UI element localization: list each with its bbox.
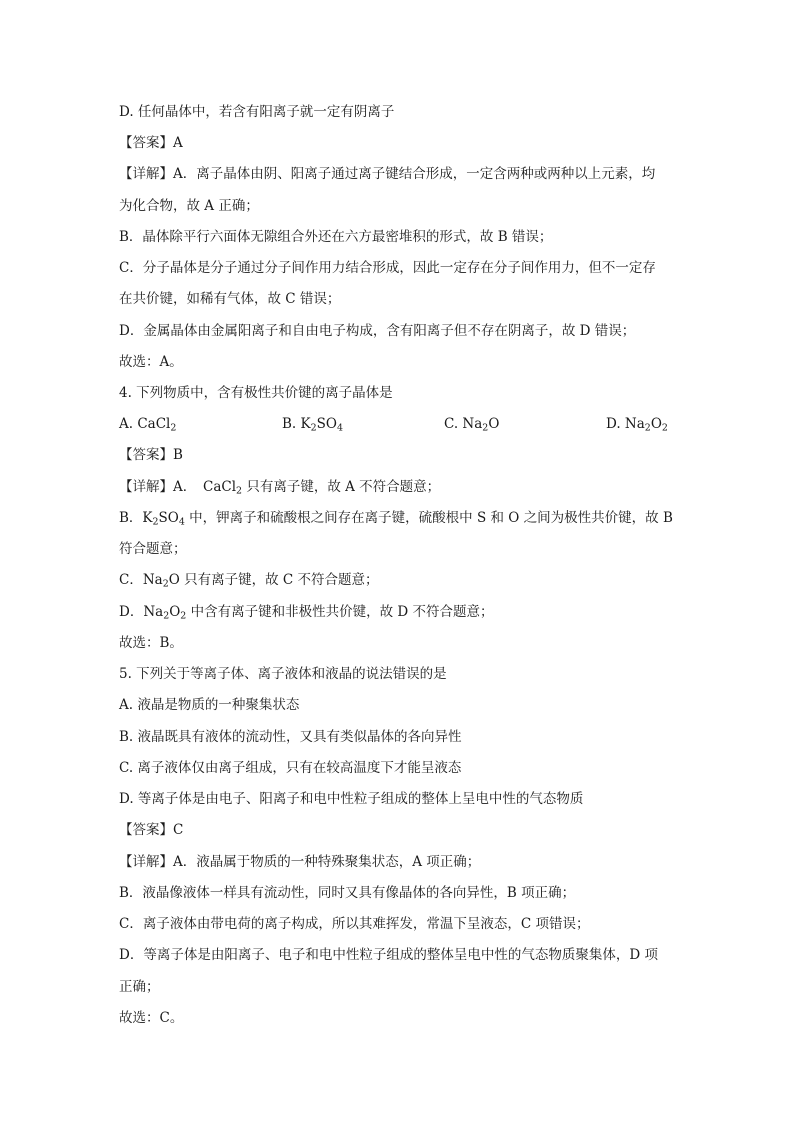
q5-option-c: C. 离子液体仅由离子组成，只有在较高温度下才能呈液态 xyxy=(119,760,462,776)
q4-option-c: C. $Na_2O$ xyxy=(444,416,500,434)
q3-explanation-a-line1: 【详解】A．离子晶体由阴、阳离子通过离子键结合形成，一定含两种或两种以上元素，均 xyxy=(119,166,656,182)
q4-choice: 故选：B。 xyxy=(119,635,183,651)
q4-option-a: A. CaCl$_2$ xyxy=(119,416,177,434)
q5-explanation-d-line2: 正确； xyxy=(119,979,160,995)
q4-explanation-d: D．$Na_2O_2$ 中含有离子键和非极性共价键，故 D 不符合题意； xyxy=(119,604,494,622)
q5-option-b: B. 液晶既具有液体的流动性，又具有类似晶体的各向异性 xyxy=(119,729,462,745)
q5-explanation-b: B．液晶像液体一样具有流动性，同时又具有像晶体的各向异性，B 项正确； xyxy=(119,885,576,901)
q5-answer: 【答案】C xyxy=(119,822,184,838)
q4-explanation-b-line2: 符合题意； xyxy=(119,541,187,557)
q3-explanation-d: D．金属晶体由金属阳离子和自由电子构成，含有阳离子但不存在阴离子，故 D 错误； xyxy=(119,323,636,339)
q5-explanation-c: C．离子液体由带电荷的离子构成，所以其难挥发，常温下呈液态，C 项错误； xyxy=(119,916,590,932)
q3-explanation-c-line2: 在共价键，如稀有气体，故 C 错误； xyxy=(119,291,341,307)
q5-explanation-a: 【详解】A．液晶属于物质的一种特殊聚集状态，A 项正确； xyxy=(119,854,481,870)
q4-option-b: B. $K_2SO_4$ xyxy=(282,416,343,434)
q5-stem: 5. 下列关于等离子体、离子液体和液晶的说法错误的是 xyxy=(119,666,447,682)
q4-explanation-b-line1: B．$K_2SO_4$ 中，钾离子和硫酸根之间存在离子键，硫酸根中 S 和 O 之间为极性共价键，故 B xyxy=(119,510,673,528)
q3-answer: 【答案】A xyxy=(119,135,183,151)
q5-choice: 故选：C。 xyxy=(119,1010,184,1026)
q4-answer: 【答案】B xyxy=(119,447,183,463)
q4-option-d: D. $Na_2O_2$ xyxy=(606,416,668,434)
q5-explanation-d-line1: D．等离子体是由阳离子、电子和电中性粒子组成的整体呈电中性的气态物质聚集体，D 项 xyxy=(119,947,658,963)
q3-explanation-b: B．晶体除平行六面体无隙组合外还在六方最密堆积的形式，故 B 错误； xyxy=(119,229,553,245)
q4-stem: 4. 下列物质中，含有极性共价键的离子晶体是 xyxy=(119,385,393,401)
q3-explanation-c-line1: C．分子晶体是分子通过分子间作用力结合形成，因此一定存在分子间作用力，但不一定存 xyxy=(119,260,656,276)
q3-option-d: D. 任何晶体中，若含有阳离子就一定有阴离子 xyxy=(119,104,395,120)
q4-explanation-c: C．$Na_2O$ 只有离子键，故 C 不符合题意； xyxy=(119,572,379,590)
q3-choice: 故选：A。 xyxy=(119,354,183,370)
q3-explanation-a-line2: 为化合物，故 A 正确； xyxy=(119,198,259,214)
q5-option-a: A. 液晶是物质的一种聚集状态 xyxy=(119,697,300,713)
q5-option-d: D. 等离子体是由电子、阳离子和电中性粒子组成的整体上呈电中性的气态物质 xyxy=(119,791,584,807)
q4-explanation-a: 【详解】A． CaCl$_2$ 只有离子键，故 A 不符合题意； xyxy=(119,479,441,497)
